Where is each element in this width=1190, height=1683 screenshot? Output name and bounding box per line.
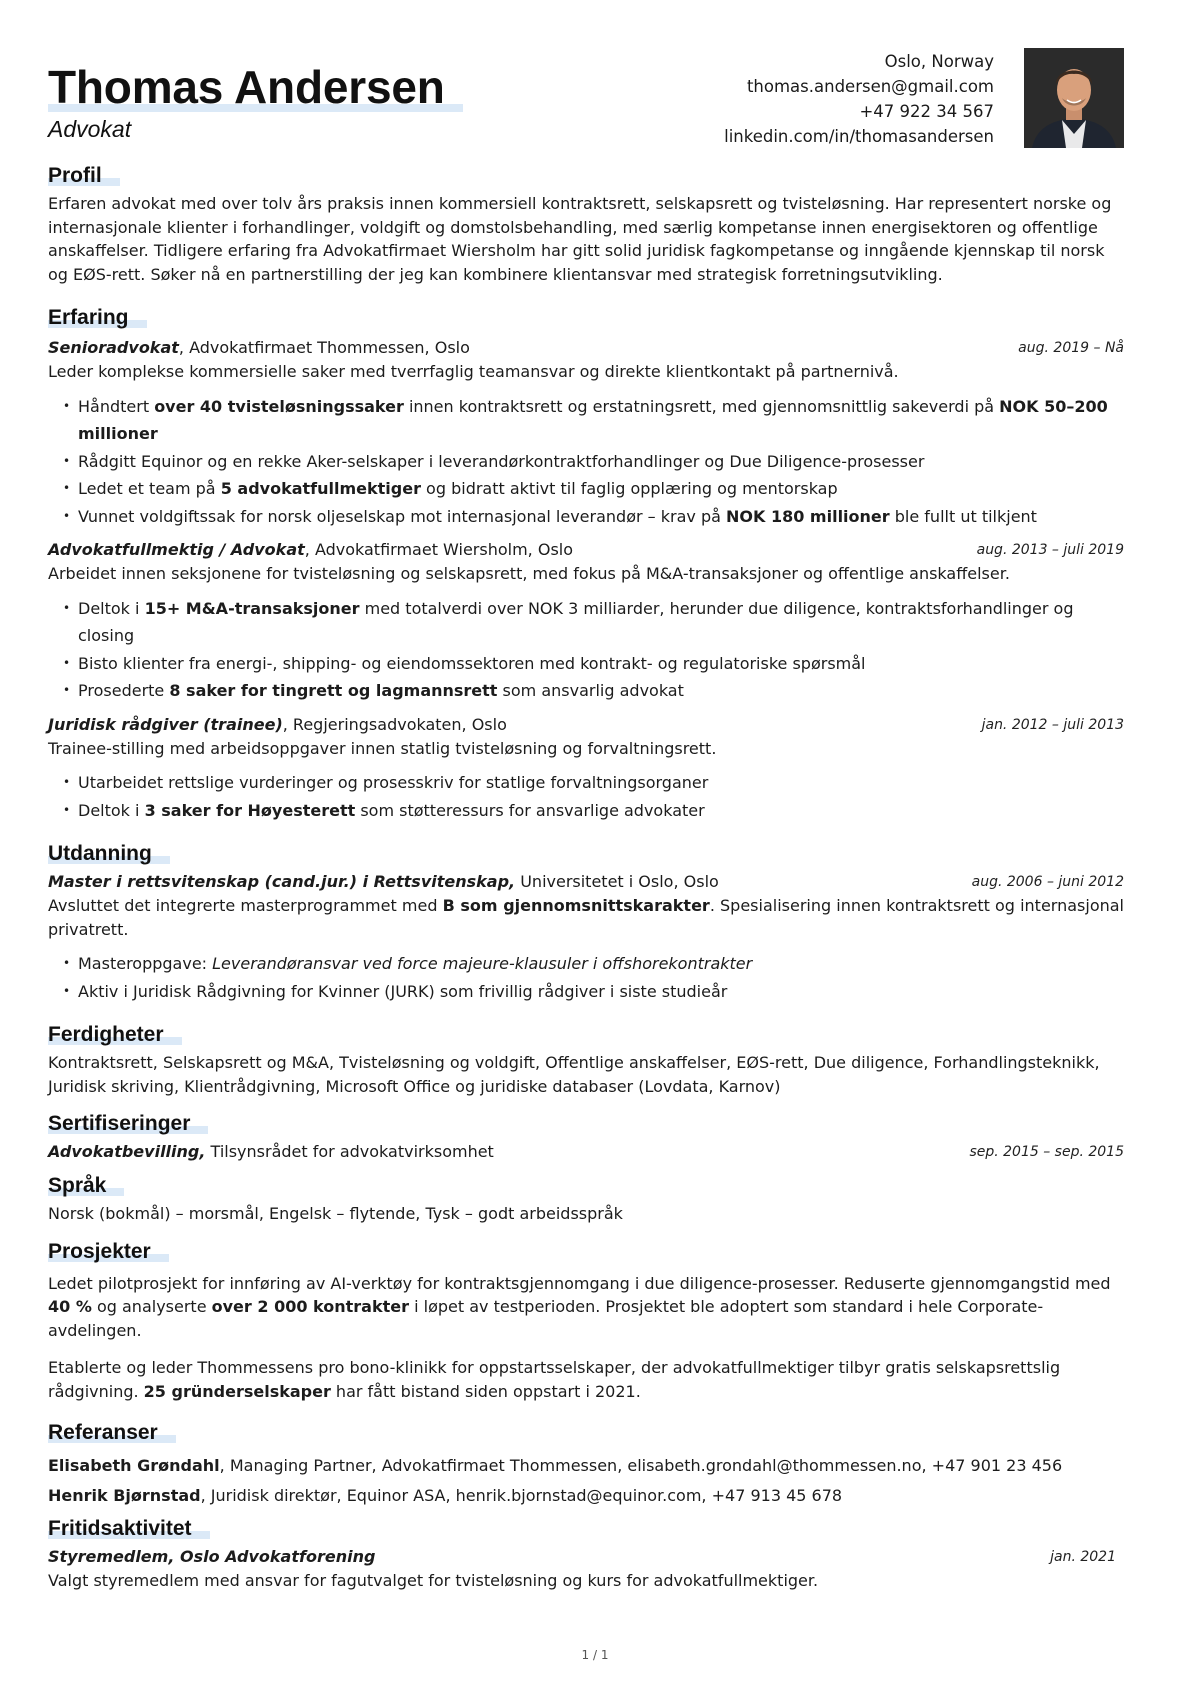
job-company: , Advokatfirmaet Thommessen, Oslo: [178, 338, 470, 357]
education-date: aug. 2006 – juni 2012: [971, 874, 1124, 890]
thesis-label: Masteroppgave:: [78, 954, 213, 973]
education-bullet: [78, 950, 1124, 978]
linkedin-link[interactable]: linkedin.com/in/thomasandersen: [724, 127, 994, 146]
job-entry: [48, 336, 1124, 530]
profile-text: Erfaren advokat med over tolv års praksis innen kommersiell kontraktsrett, selskapsrett og tvisteløsning. Har representert norske og internasjonale klienter i forhandlinger, voldgift og domstolsbehandling, med særlig kompetanse innen energisektoren og offentlige anskaffelser. Tidligere erfaring fra Advokatfirmaet Wiersholm har gitt solid juridisk fagkompetanse og inngående kjennskap til norsk og EØS-rett. Søker nå en partnerstilling der jeg kan kombinere klientansvar med strategisk forretningsutvikling.: [48, 194, 1112, 284]
job-position: Senioradvokat: [48, 338, 179, 357]
job-bullet: [78, 393, 1124, 448]
job-entry: [48, 713, 1124, 825]
bullet-text: Deltok i: [78, 598, 145, 618]
bullet-bold: 8 saker for tingrett og lagmannsrett: [169, 681, 498, 700]
section-heading-leisure: [48, 1517, 1124, 1541]
education-summary-text: Avsluttet det integrerte masterprogrammet med: [48, 896, 443, 915]
references-title: Referanser: [48, 1421, 176, 1444]
certification-name: Advokatbevilling,: [48, 1142, 206, 1161]
bullet-text: Deltok i: [78, 800, 145, 820]
bullet-text: ble fullt ut tilkjent: [889, 506, 1037, 526]
projects-title: Prosjekter: [48, 1240, 169, 1263]
candidate-name: [48, 60, 463, 114]
education-bullets: [48, 950, 1124, 1005]
certification-date: sep. 2015 – sep. 2015: [969, 1144, 1124, 1160]
education-summary-text: . Spesialisering innen kontraktsrett og internasjonal privatrett.: [48, 896, 1124, 939]
bullet-text: Håndtert: [78, 396, 155, 416]
job-summary: Leder komplekse kommersielle saker med tverrfaglig teamansvar og direkte klientkontakt på partnernivå.: [48, 362, 899, 381]
section-heading-profile: [48, 164, 1124, 188]
job-bullets: [48, 769, 1124, 824]
bullet-text: og bidratt aktivt til faglig opplæring og mentorskap: [420, 479, 838, 498]
job-summary: Trainee-stilling med arbeidsoppgaver innen statlig tvisteløsning og forvaltningsrett.: [48, 738, 717, 758]
bullet-text: Ledet et team på: [78, 479, 221, 498]
education-entry: [48, 870, 1124, 1005]
education-title: Utdanning: [48, 842, 170, 865]
job-bullets: [48, 393, 1124, 531]
leisure-date: jan. 2021: [1050, 1549, 1116, 1565]
bullet-text: Rådgitt Equinor og en rekke Aker-selskaper i leverandørkontraktforhandlinger og Due Diligence-prosesser: [78, 451, 925, 471]
education-summary: [48, 894, 1124, 941]
job-position: Advokatfullmektig / Advokat: [48, 540, 305, 559]
spacer: [48, 1342, 1124, 1356]
candidate-role: Advokat: [48, 116, 132, 142]
reference-item: [48, 1481, 1124, 1511]
job-bullet: [78, 650, 1124, 678]
job-bullet: [78, 503, 1124, 531]
bullet-text: Vunnet voldgiftssak for norsk oljeselskap mot internasjonal leverandør – krav på: [78, 506, 726, 526]
project-paragraph: [48, 1356, 1124, 1403]
job-date: jan. 2012 – juli 2013: [981, 716, 1124, 733]
job-date: aug. 2019 – Nå: [1018, 340, 1124, 356]
bullet-text: Utarbeidet rettslige vurderinger og prosesskriv for statlige forvaltningsorganer: [78, 773, 709, 792]
project-paragraph: [48, 1272, 1124, 1343]
bullet-bold: 5 advokatfullmektiger: [220, 479, 421, 498]
education-summary-bold: B som gjennomsnittskarakter: [442, 896, 710, 915]
job-company: , Advokatfirmaet Wiersholm, Oslo: [304, 540, 574, 559]
bullet-text: innen kontraktsrett og erstatningsrett, med gjennomsnittlig sakeverdi på: [403, 396, 1000, 416]
leisure-role: Styremedlem, Oslo Advokatforening: [48, 1547, 376, 1566]
references-list: [48, 1451, 1124, 1511]
job-entry: [48, 538, 1124, 705]
job-date: aug. 2013 – juli 2019: [976, 542, 1124, 558]
job-company: , Regjeringsadvokaten, Oslo: [282, 714, 507, 734]
education-degree: Master i rettsvitenskap (cand.jur.) i Rettsvitenskap,: [48, 872, 516, 891]
section-heading-languages: [48, 1174, 1124, 1198]
project-bold: 25 gründerselskaper: [143, 1381, 331, 1401]
section-heading-skills: [48, 1023, 1124, 1047]
job-summary: Arbeidet innen seksjonene for tvisteløsning og selskapsrett, med fokus på M&A-transaksjoner og offentlige anskaffelser.: [48, 564, 1010, 583]
job-bullet: [78, 677, 1124, 705]
reference-details: , Juridisk direktør, Equinor ASA, henrik.bjornstad@equinor.com, +47 913 45 678: [200, 1486, 843, 1505]
page-number: 1 / 1: [581, 1648, 609, 1662]
phone: +47 922 34 567: [859, 102, 994, 121]
bullet-text: som støtteressurs for ansvarlige advokater: [355, 800, 705, 820]
leisure-title-line: [48, 1545, 1116, 1569]
project-text: har fått bistand siden oppstart i 2021.: [330, 1381, 641, 1401]
section-heading-certifications: [48, 1112, 1124, 1136]
project-bold: 40 %: [48, 1297, 92, 1316]
reference-name: Elisabeth Grøndahl: [48, 1456, 220, 1475]
project-text: Etablerte og leder Thommessens pro bono-klinikk for oppstartsselskaper, der advokatfullmektiger tilbyr gratis selskapsrettslig rådgivning.: [48, 1358, 1061, 1401]
profile-title: Profil: [48, 164, 120, 187]
section-heading-references: [48, 1421, 1124, 1445]
bullet-bold: 15+ M&A-transaksjoner: [144, 598, 360, 618]
job-bullet: [78, 797, 1124, 825]
job-bullet: [78, 448, 1124, 476]
candidate-name-text: Thomas Andersen: [48, 61, 463, 113]
bullet-text: Prosederte: [78, 681, 170, 700]
bullet-bold: NOK 50–200 millioner: [78, 396, 1108, 443]
project-text: i løpet av testperioden. Prosjektet ble adoptert som standard i hele Corporate-avdelingen.: [48, 1297, 1044, 1340]
education-activity: Aktiv i Juridisk Rådgivning for Kvinner (JURK) som frivillig rådgiver i siste studieår: [78, 981, 728, 1001]
certification-issuer: Tilsynsrådet for advokatvirksomhet: [205, 1142, 494, 1161]
education-school: Universitetet i Oslo, Oslo: [515, 872, 719, 891]
experience-title: Erfaring: [48, 306, 147, 329]
bullet-text: med totalverdi over NOK 3 milliarder, herunder due diligence, kontraktsforhandlinger og closing: [78, 598, 1074, 645]
skills-text: Kontraktsrett, Selskapsrett og M&A, Tvisteløsning og voldgift, Offentlige anskaffelser, EØS-rett, Due diligence, Forhandlingsteknikk, Juridisk skriving, Klientrådgivning, Microsoft Office og juridiske databaser (Lovdata, Karnov): [48, 1053, 1100, 1096]
section-heading-projects: [48, 1240, 1124, 1264]
education-bullet: [78, 978, 1124, 1006]
job-bullet: [78, 475, 1124, 503]
certifications-title: Sertifiseringer: [48, 1112, 208, 1135]
thesis-title: Leverandøransvar ved force majeure-klausuler i offshorekontrakter: [212, 954, 753, 973]
project-bold: over 2 000 kontrakter: [211, 1297, 409, 1316]
project-text: Ledet pilotprosjekt for innføring av AI-verktøy for kontraktsgjennomgang i due diligence-prosesser. Reduserte gjennomgangstid med: [48, 1273, 1111, 1293]
bullet-bold: NOK 180 millioner: [726, 506, 890, 526]
reference-name: Henrik Bjørnstad: [48, 1486, 201, 1505]
bullet-text: som ansvarlig advokat: [497, 681, 684, 700]
resume-header: [48, 46, 1124, 156]
bullet-bold: 3 saker for Høyesterett: [144, 800, 356, 820]
contact-block: [724, 49, 994, 149]
job-title-line: [48, 713, 1124, 737]
email: thomas.andersen@gmail.com: [746, 77, 994, 96]
job-title-line: [48, 538, 1124, 562]
skills-title: Ferdigheter: [48, 1023, 182, 1046]
languages-title: Språk: [48, 1174, 124, 1197]
education-title-line: [48, 870, 1124, 894]
reference-details: , Managing Partner, Advokatfirmaet Thommessen, elisabeth.grondahl@thommessen.no, +47 901 23 456: [219, 1456, 1063, 1475]
location: Oslo, Norway: [884, 52, 994, 71]
job-bullets: [48, 595, 1124, 705]
reference-item: [48, 1451, 1124, 1481]
languages-text: Norsk (bokmål) – morsmål, Engelsk – flytende, Tysk – godt arbeidsspråk: [48, 1204, 623, 1223]
bullet-bold: over 40 tvisteløsningssaker: [154, 396, 404, 416]
leisure-title: Fritidsaktivitet: [48, 1517, 210, 1540]
job-bullet: [78, 769, 1124, 797]
leisure-text: Valgt styremedlem med ansvar for fagutvalget for tvisteløsning og kurs for advokatfullmektiger.: [48, 1571, 819, 1590]
section-heading-experience: [48, 306, 1124, 330]
bullet-text: Bisto klienter fra energi-, shipping- og eiendomssektoren med kontrakt- og regulatoriske spørsmål: [78, 653, 866, 673]
section-heading-education: [48, 842, 1124, 866]
profile-photo: [1024, 48, 1124, 148]
job-title-line: [48, 336, 1124, 360]
job-position: Juridisk rådgiver (trainee): [48, 714, 283, 734]
certification-line: [48, 1140, 1124, 1164]
job-bullet: [78, 595, 1124, 650]
project-text: og analyserte: [91, 1297, 212, 1316]
